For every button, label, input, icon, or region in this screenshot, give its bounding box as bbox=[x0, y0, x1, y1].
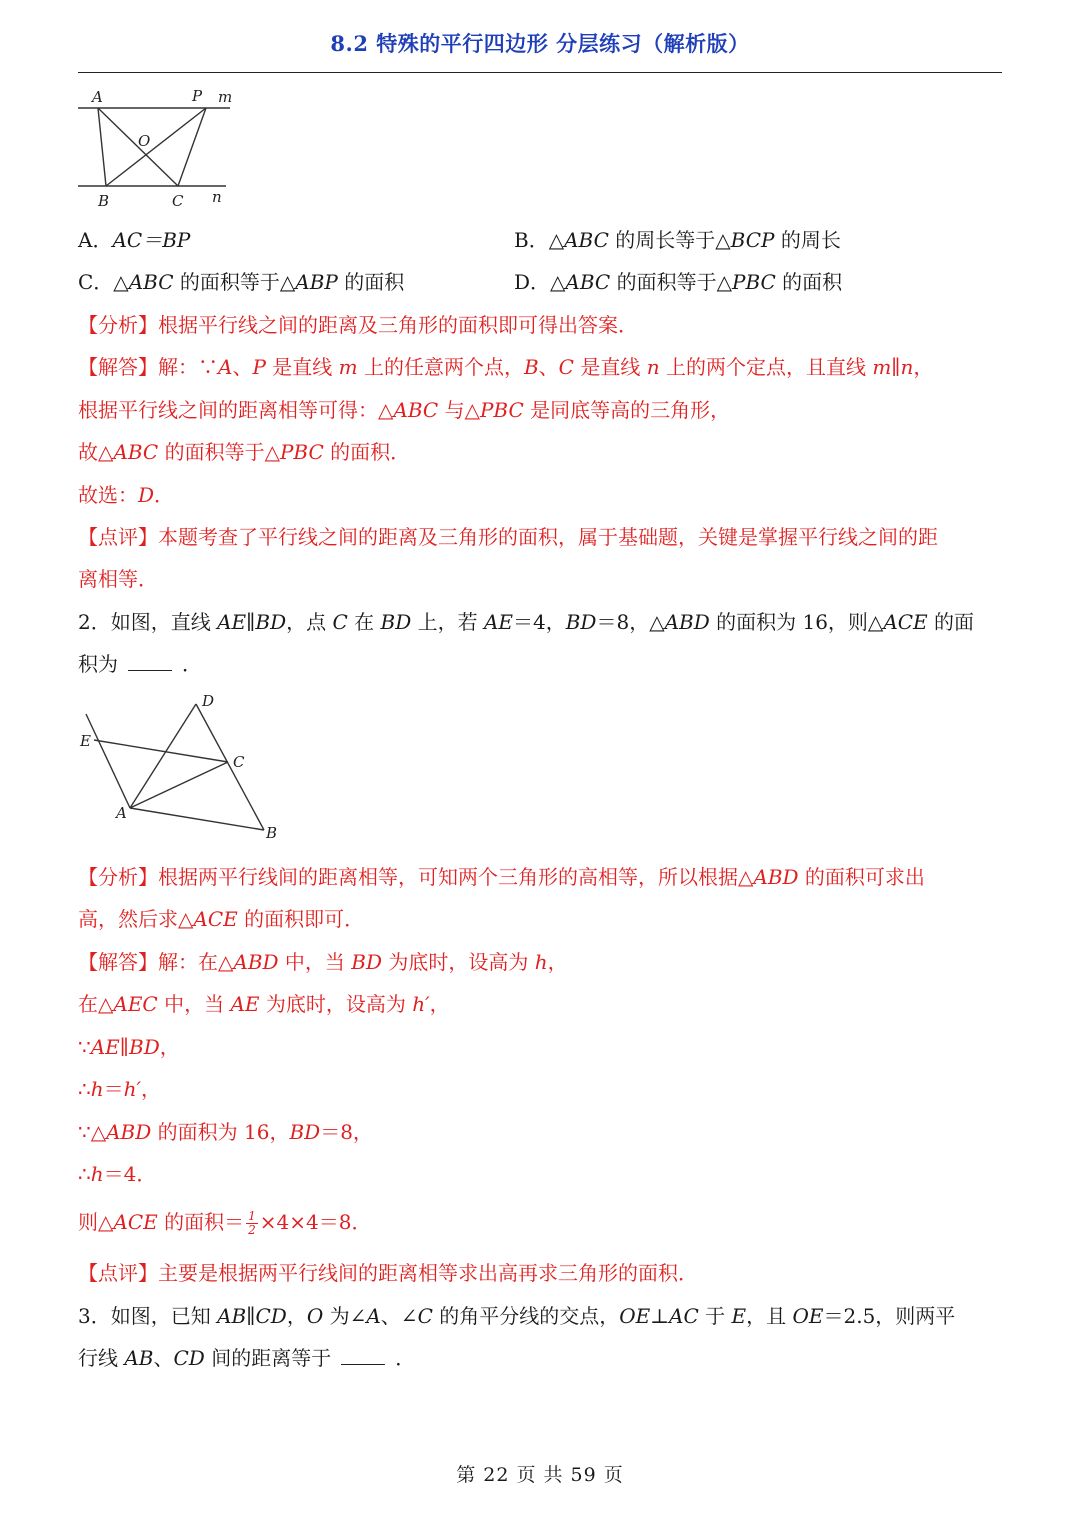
q2-solution-line-1: 【解答】解：在△ABD 中，当 BD 为底时，设高为 h， bbox=[78, 950, 568, 974]
label-o: O bbox=[138, 132, 151, 150]
header-divider bbox=[78, 72, 1002, 73]
q2-analysis-line-2: 高，然后求△ACE 的面积即可． bbox=[78, 907, 365, 931]
answer-blank bbox=[128, 652, 172, 671]
label-c: C bbox=[172, 192, 184, 210]
segment-ab bbox=[130, 808, 264, 830]
q2-solution-line-2: 在△AEC 中，当 AE 为底时，设高为 h′， bbox=[78, 992, 450, 1016]
label-m: m bbox=[218, 88, 233, 106]
q2-solution-line-7: 则△ACE 的面积＝ $\frac{1}{2}$ ×4×4＝8． bbox=[78, 1209, 372, 1237]
option-b: B．△ABC 的周长等于△BCP 的周长 bbox=[514, 228, 841, 252]
label-b: B bbox=[266, 824, 278, 842]
q1-comment-line-2: 离相等． bbox=[78, 567, 158, 591]
q1-analysis: 【分析】根据平行线之间的距离及三角形的面积即可得出答案． bbox=[78, 313, 638, 337]
fraction-one-half: $\frac{1}{2}$ bbox=[248, 1209, 256, 1237]
option-c: C．△ABC 的面积等于△ABP 的面积 bbox=[78, 270, 405, 294]
figure-quadrilateral-aebd bbox=[78, 690, 288, 850]
label-b: B bbox=[98, 192, 110, 210]
label-c: C bbox=[233, 753, 245, 771]
q1-comment-line-1: 【点评】本题考查了平行线之间的距离及三角形的面积，属于基础题，关键是掌握平行线之间的距 bbox=[78, 525, 938, 549]
q2-stem-line-2: 积为 ． bbox=[78, 652, 202, 676]
label-a: A bbox=[116, 804, 127, 822]
q1-solution-line-1: 【解答】解：∵A、P 是直线 m 上的任意两个点，B、C 是直线 n 上的两个定点，且直线 m∥n， bbox=[78, 355, 934, 379]
label-n: n bbox=[212, 188, 222, 206]
option-d: D．△ABC 的面积等于△PBC 的面积 bbox=[514, 270, 843, 294]
segment-db bbox=[196, 704, 264, 830]
answer-blank bbox=[341, 1346, 385, 1365]
q3-stem-line-1: 3．如图，已知 AB∥CD，O 为∠A、∠C 的角平分线的交点，OE⊥AC 于 E，且 OE＝2.5，则两平 bbox=[78, 1304, 956, 1328]
segment-ab bbox=[98, 108, 106, 186]
q2-analysis-line-1: 【分析】根据两平行线间的距离相等，可知两个三角形的高相等，所以根据△ABD 的面积可求出 bbox=[78, 865, 925, 889]
segment-ae-extended bbox=[86, 714, 130, 808]
q3-stem-line-2: 行线 AB、CD 间的距离等于 ． bbox=[78, 1346, 416, 1370]
q2-solution-line-5: ∵△ABD 的面积为 16，BD＝8， bbox=[78, 1120, 373, 1144]
label-d: D bbox=[202, 692, 215, 710]
label-e: E bbox=[80, 732, 91, 750]
page-number-footer: 第 22 页 共 59 页 bbox=[456, 1464, 624, 1486]
q1-solution-line-3: 故△ABC 的面积等于△PBC 的面积． bbox=[78, 440, 411, 464]
q2-solution-line-6: ∴h＝4． bbox=[78, 1162, 157, 1186]
q2-solution-line-3: ∵AE∥BD， bbox=[78, 1035, 180, 1059]
label-a: A bbox=[92, 88, 103, 106]
q2-comment: 【点评】主要是根据两平行线间的距离相等求出高再求三角形的面积． bbox=[78, 1261, 698, 1285]
q1-solution-line-2: 根据平行线之间的距离相等可得：△ABC 与△PBC 是同底等高的三角形， bbox=[78, 398, 731, 422]
q2-stem-line-1: 2．如图，直线 AE∥BD，点 C 在 BD 上，若 AE＝4，BD＝8，△ABD 的面积为 16，则△ACE 的面 bbox=[78, 610, 975, 634]
option-a: A．AC＝BP bbox=[78, 228, 191, 252]
q1-answer: 故选：D． bbox=[78, 483, 175, 507]
q2-solution-line-4: ∴h＝h′， bbox=[78, 1077, 162, 1101]
page-header-title: 8.2 特殊的平行四边形 分层练习（解析版） bbox=[330, 31, 750, 56]
label-p: P bbox=[192, 87, 203, 105]
figure-parallel-lines-triangles bbox=[78, 84, 238, 212]
segment-pb bbox=[106, 108, 206, 186]
